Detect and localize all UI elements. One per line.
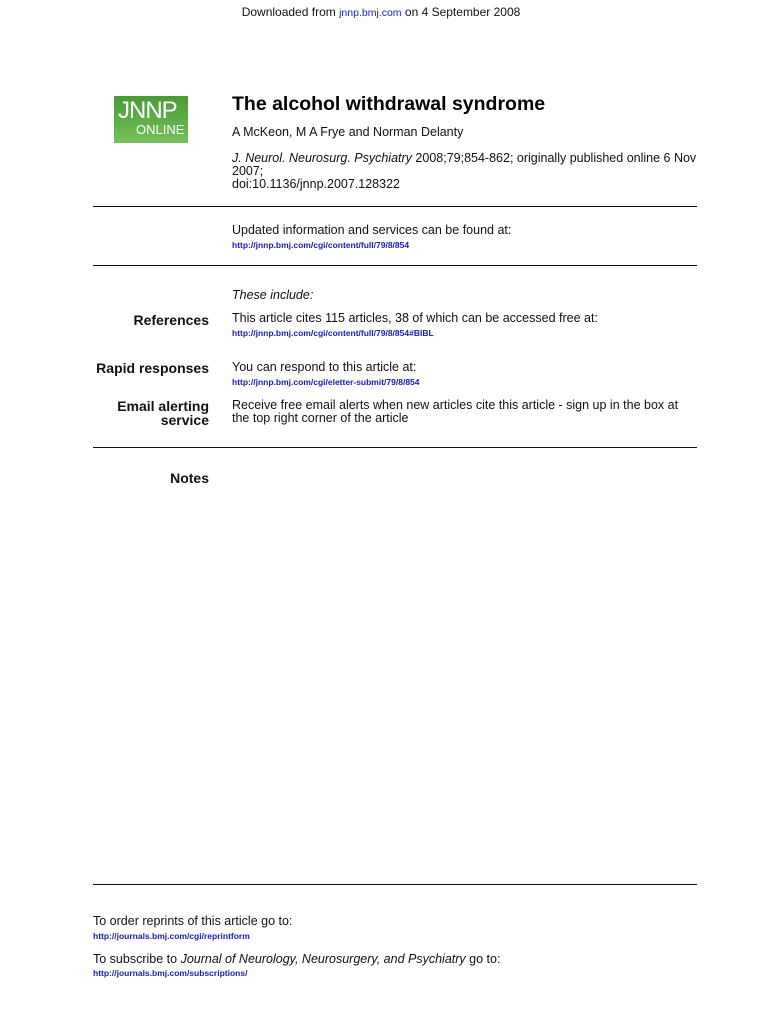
subscribe-journal-name: Journal of Neurology, Neurosurgery, and Psychiatry (180, 952, 466, 966)
notes-label: Notes (170, 470, 209, 486)
subscribe-suffix: go to: (469, 952, 501, 966)
download-notice (0, 5, 762, 19)
email-alerting-label-line2: service (160, 412, 209, 428)
updated-info-text: Updated information and services can be found at: (232, 223, 512, 237)
logo-text-jnnp: JNNP (118, 97, 177, 124)
subscribe-text (93, 952, 500, 966)
download-suffix: on 4 September 2008 (404, 5, 521, 19)
references-text: This article cites 115 articles, 38 of which can be accessed free at: (232, 311, 598, 325)
article-citation (232, 152, 702, 191)
citation-details: 2008;79;854-862; originally published online 6 Nov 2007; (232, 151, 697, 178)
logo-text-online: ONLINE (136, 122, 185, 137)
rapid-responses-label: Rapid responses (96, 360, 209, 376)
article-title: The alcohol withdrawal syndrome (232, 93, 546, 115)
references-label: References (133, 312, 209, 328)
divider-footer (93, 884, 697, 885)
email-alerting-label (117, 399, 209, 427)
article-doi: doi:10.1136/jnnp.2007.128322 (232, 177, 400, 191)
subscribe-link[interactable]: http://journals.bmj.com/subscriptions/ (93, 968, 248, 978)
rapid-responses-link[interactable]: http://jnnp.bmj.com/cgi/eletter-submit/79/8/854 (232, 377, 420, 387)
divider-top (93, 206, 697, 207)
email-alerting-label-line1: Email alerting (117, 398, 209, 414)
article-authors: A McKeon, M A Frye and Norman Delanty (232, 125, 464, 139)
divider-middle (93, 265, 697, 266)
references-link[interactable]: http://jnnp.bmj.com/cgi/content/full/79/8/854#BIBL (232, 328, 434, 338)
jnnp-online-logo (114, 96, 188, 143)
reprint-text: To order reprints of this article go to: (93, 914, 293, 928)
updated-info-link[interactable]: http://jnnp.bmj.com/cgi/content/full/79/8/854 (232, 240, 410, 250)
email-alerting-text: Receive free email alerts when new articles cite this article - sign up in the box at the top right corner of the article (232, 398, 679, 425)
subscribe-prefix: To subscribe to (93, 952, 178, 966)
rapid-responses-text: You can respond to this article at: (232, 360, 417, 374)
includes-label: These include: (232, 288, 314, 302)
divider-lower (93, 447, 697, 448)
journal-name: J. Neurol. Neurosurg. Psychiatry (232, 151, 412, 165)
download-site-link[interactable]: jnnp.bmj.com (339, 7, 402, 19)
reprint-link[interactable]: http://journals.bmj.com/cgi/reprintform (93, 931, 250, 941)
download-prefix: Downloaded from (241, 5, 336, 19)
